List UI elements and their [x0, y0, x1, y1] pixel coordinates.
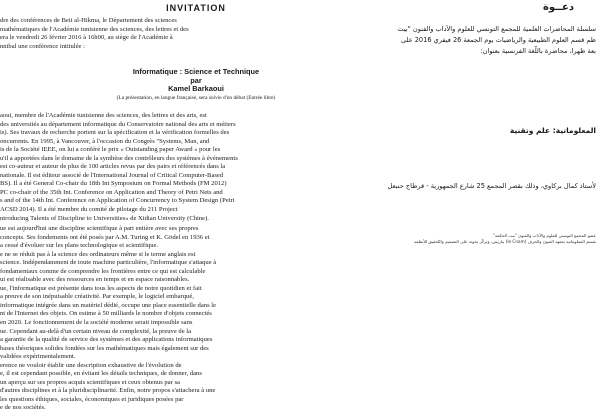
- arabic-title: دعــوة: [543, 2, 574, 13]
- abstract-line: les questions éthiques, sociales, économiques et juridiques posées par: [0, 395, 184, 403]
- abstract-line: ui est réalisable avec des ressources en temps et en espace raisonnables.: [0, 276, 190, 284]
- arabic-intro-line: ظم قسم العلوم الطبيعية والرياضيات يوم الجمعة 26 فيفري 2016 على: [401, 36, 596, 44]
- abstract-line: ue. Cependant au-delà d'un certain niveau de complexité, la preuve de la: [0, 327, 192, 335]
- abstract-line: a garantie de la qualité de service des systèmes et des applications informatiques: [0, 336, 213, 344]
- arabic-lecture-title: المعلوماتية: علم وتقنية: [509, 126, 596, 135]
- intro-line: dre des conférences de Beit al-Hikma, le Département des sciences: [0, 17, 177, 24]
- lecture-title: Informatique : Science et Technique: [132, 67, 260, 76]
- bio-line: oncurrents. En 1995, à Vancouver, à l'occasion du Congrès "Systems, Man, and: [0, 137, 210, 145]
- lecture-par: par: [190, 75, 202, 85]
- arabic-intro-line: بعة ظهرا، محاضرة باللّغة الفرنسية بعنوان:: [480, 47, 596, 55]
- bio-line: BS). Il a été General Co-chair du 18th Int Symposium on Formal Methods (FM 2012): [0, 180, 227, 188]
- bio-line: u'il a apportées dans le domaine de la synthèse des contrôleurs des systèmes à événements: [0, 154, 238, 162]
- bio-line: ntroducing Talents of Discipline to Universities» de Xidian University (Chine).: [0, 214, 209, 222]
- arabic-column: [387, 0, 600, 400]
- abstract-line: e ne se réduit pas à la science des ordinateurs même si le terme anglais est: [0, 250, 196, 258]
- speaker-bio: [0, 112, 392, 223]
- abstract-line: bases théoriques solides fondées sur les mathématiques mais également sur des: [0, 344, 209, 352]
- bio-line: is). Ses travaux de recherche portent sur la spécification et la vérification formelles des: [0, 129, 230, 137]
- bio-line: nationale. Il est éditeur associé de l'International Journal of Critical Computer-Based: [0, 171, 224, 179]
- arabic-intro-line: سلسلة المحاضرات العلمية للمجمع التونسي للعلوم والآداب والفنون "بيت: [397, 25, 596, 33]
- french-intro: [0, 17, 392, 51]
- arabic-venue: لأستاذ كمال بركاوي، وذلك بقصر المجمع 25 شارع الجمهورية - قرطاج حنبعل: [387, 182, 596, 190]
- abstract-line: informatique intégrée dans un matériel dédié, occupe une place essentielle dans le: [0, 301, 217, 309]
- format-note: (La présentation, en langue française, sera suivie d'un débat (Entrée libre): [116, 95, 276, 102]
- lecture-heading: [0, 68, 392, 103]
- arabic-footnote-line: بقسم المعلوماتية بمعهد الفنون والحرف (le Cnam) بباريس، وتركّز بحوثه على التصميم والتّحقيق للأنظمة: [414, 239, 596, 245]
- speaker-name: Kamel Barkaoui: [168, 84, 224, 94]
- french-title: INVITATION: [166, 3, 226, 13]
- bio-line: aoui, membre de l'Académie tunisienne des sciences, des lettres et des arts, est: [0, 112, 207, 119]
- abstract-line: validées expérimentalement.: [0, 353, 76, 361]
- arabic-footnote-line: عضو المجمع التونسي للعلوم والآداب والفنون "بيت الحكمة": [492, 233, 596, 238]
- bio-line: is de la Société IEEE, on lui a conféré le prix « Outstanding paper Award » pour les: [0, 146, 221, 154]
- intro-line: nnibal une conférence intitulée :: [0, 42, 85, 50]
- abstract-line: un aperçu sur ses propres acquis scientifiques et ceux obtenus par sa: [0, 378, 180, 386]
- abstract-line: a preuve de son inépuisable créativité. Par exemple, le logiciel embarqué,: [0, 293, 194, 301]
- lecture-abstract: [0, 225, 392, 413]
- arabic-intro: [398, 24, 596, 57]
- bio-line: est co-auteur et auteur de plus de 100 articles revus par des pairs et référencés dans la: [0, 163, 226, 171]
- bio-line: ACSD 2014). Il a été membre du comité de pilotage du 211 Project: [0, 206, 178, 214]
- bio-line: PC co-chair of the 35th Int. Conference on Application and Theory of Petri Nets and: [0, 188, 223, 196]
- abstract-line: science. Indépendamment de toute machine particulière, l'informatique s'attaque à: [0, 259, 217, 267]
- intro-line: era le vendredi 26 février 2016 à 16h00, au siège de l'Académie à: [0, 34, 173, 42]
- abstract-line: a cessé d'évoluer sur les plans technologique et scientifique.: [0, 242, 159, 250]
- abstract-line: nt de l'Internet des objets. On estime à 50 milliards le nombre d'objets connectés: [0, 310, 212, 318]
- abstract-line: erence ne vouloir établir une description exhaustive de l'évolution de: [0, 361, 182, 369]
- abstract-line: d'autres disciplines et à la pluridisciplinarité. Enfin, notre propos s'attachera à une: [0, 387, 216, 395]
- abstract-line: en 2020. Le fonctionnement de la société moderne serait impossible sans: [0, 319, 193, 327]
- abstract-line: e de nos sociétés.: [0, 404, 46, 412]
- abstract-line: concepts. Ses fondements ont été posés par A.M. Turing et K. Gödel en 1936 et: [0, 233, 210, 241]
- bio-line: des universités au département informatique du Conservatoire national des arts et métiers: [0, 120, 236, 128]
- abstract-line: ue est aujourd'hui une discipline scientifique à part entière avec ses propres: [0, 225, 199, 232]
- abstract-line: fondamentaux comme de comprendre les frontières entre ce qui est calculable: [0, 267, 206, 275]
- abstract-line: ue, l'informatique est présente dans tous les aspects de notre quotidien et fait: [0, 284, 202, 292]
- intro-line: mathématiques de l'Académie tunisienne des sciences, des lettres et des: [0, 25, 189, 33]
- bio-line: s and of the 14th Int. Conference on Application of Concurrency to System Design (Petri: [0, 197, 235, 205]
- arabic-footnote: [398, 233, 596, 245]
- abstract-line: e, il est cependant possible, en évitant les détails techniques, de donner, dans: [0, 370, 202, 378]
